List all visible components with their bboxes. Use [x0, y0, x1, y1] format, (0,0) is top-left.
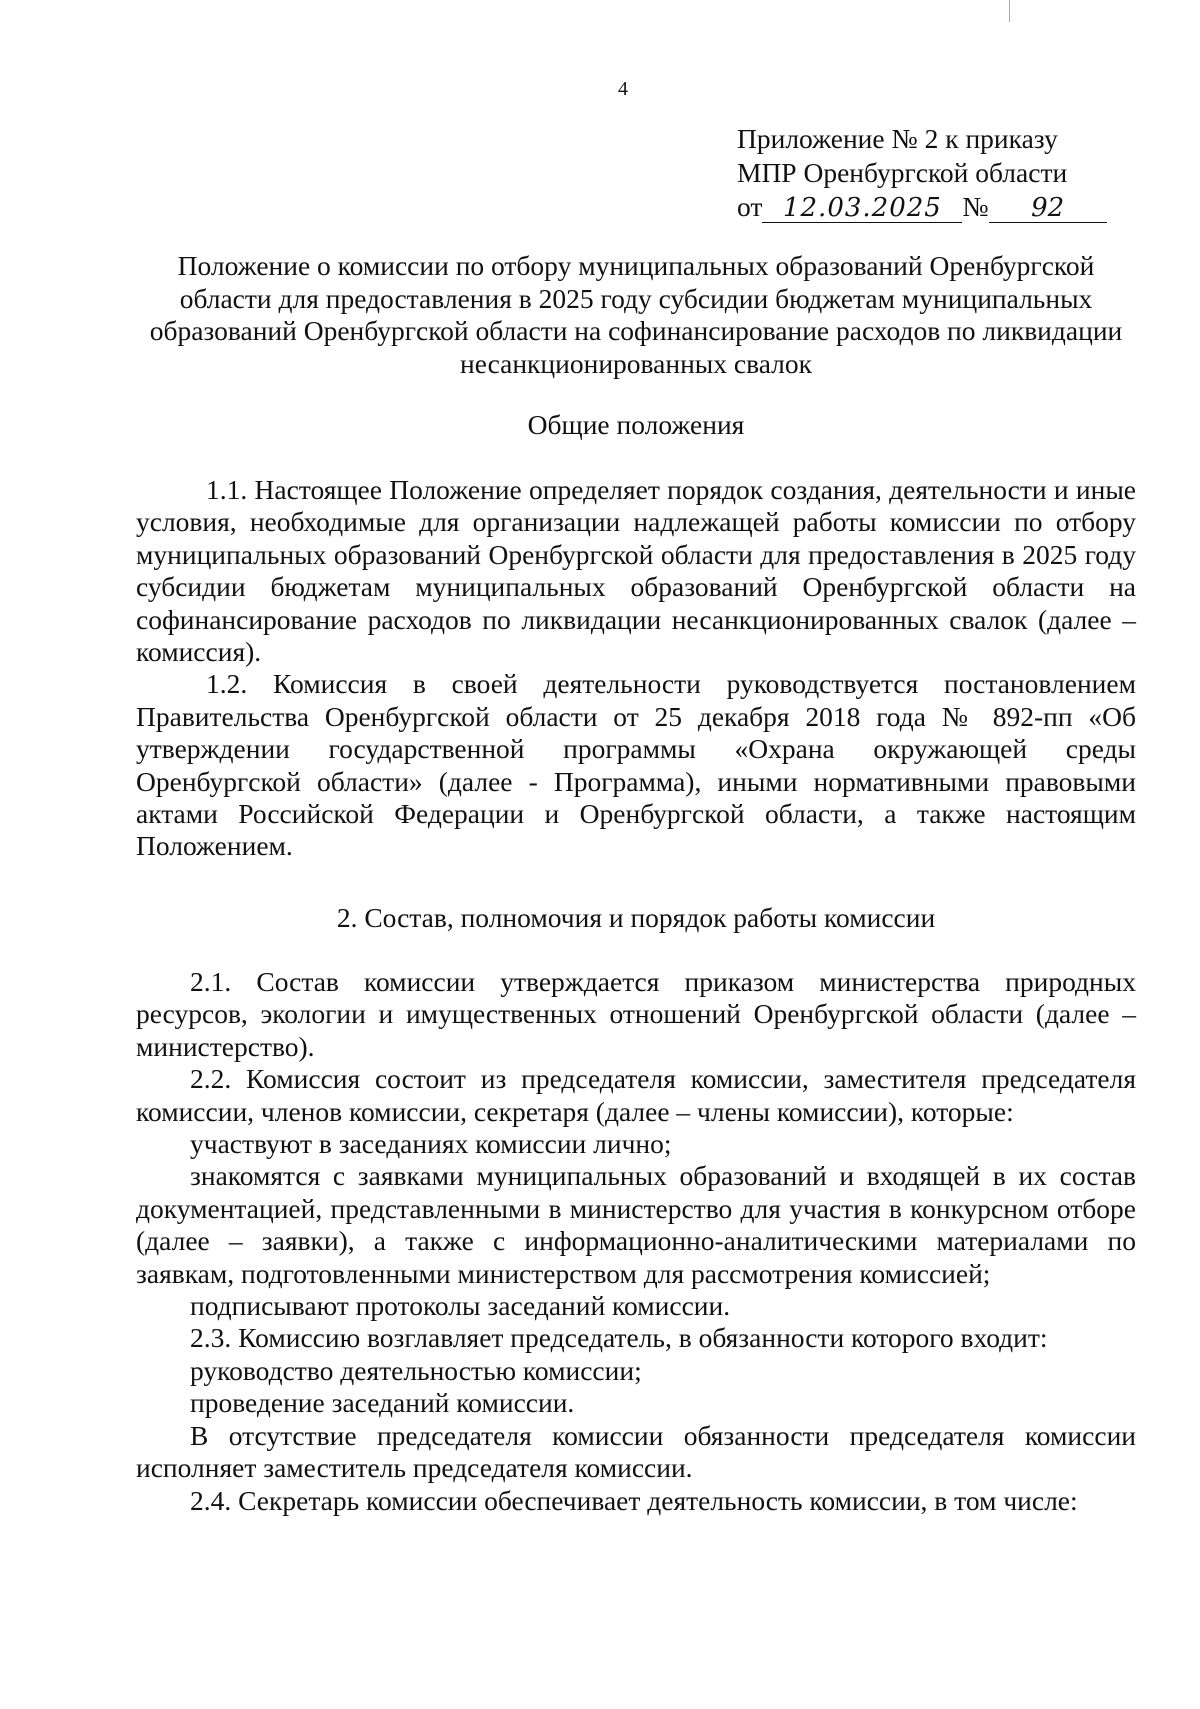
paragraph-1-2: 1.2. Комиссия в своей деятельности руководствуется постановлением Правительства Оренбургской области от 25 декабря 2018 года № 892-пп «Об утверждении государственной программы «Охрана окружающей среды Оренбургской области» (далее - Программа), иными нормативными правовыми актами Российской Федерации и Оренбургской области, а также настоящим Положением.	[136, 668, 1136, 862]
section-2-heading: 2. Состав, полномочия и порядок работы комиссии	[336, 902, 936, 933]
appendix-header	[737, 122, 1107, 224]
number-label: №	[962, 191, 989, 222]
paragraph-2-3-c: В отсутствие председателя комиссии обязанности председателя комиссии исполняет заместитель председателя комиссии.	[136, 1419, 1136, 1484]
paragraph-1-1: 1.1. Настоящее Положение определяет порядок создания, деятельности и иные условия, необходимые для организации надлежащей работы комиссии по отбору муниципальных образований Оренбургской области для предоставления в 2025 году субсидии бюджетам муниципальных образований Оренбургской области на софинансирование расходов по ликвидации несанкционированных свалок (далее – комиссия).	[136, 474, 1136, 668]
scan-edge-mark	[1009, 0, 1010, 22]
page-number: 4	[618, 78, 628, 100]
section-2-body	[136, 966, 1136, 1517]
paragraph-2-1: 2.1. Состав комиссии утверждается приказом министерства природных ресурсов, экологии и имущественных отношений Оренбургской области (далее – министерство).	[136, 966, 1136, 1062]
paragraph-2-3-b: проведение заседаний комиссии.	[190, 1387, 575, 1419]
appendix-line-2: МПР Оренбургской области	[737, 157, 1068, 188]
paragraph-2-2-b: знакомятся с заявками муниципальных образований и входящей в их состав документацией, представленными в министерство для участия в конкурсном отборе (далее – заявки), а также с информационно-аналитическими материалами по заявкам, подготовленными министерством для рассмотрения комиссией;	[136, 1160, 1136, 1289]
paragraph-2-2-a: участвуют в заседаниях комиссии лично;	[190, 1128, 672, 1160]
paragraph-2-2: 2.2. Комиссия состоит из председателя комиссии, заместителя председателя комиссии, членов комиссии, секретаря (далее – члены комиссии), которые:	[136, 1063, 1136, 1127]
section-1-body	[136, 474, 1136, 863]
section-1-heading: Общие положения	[527, 409, 745, 440]
document-title: Положение о комиссии по отбору муниципальных образований Оренбургской области для предоставления в 2025 году субсидии бюджетам муниципальных образований Оренбургской области на софинансирование расходов по ликвидации несанкционированных свалок	[149, 250, 1123, 379]
from-label: от	[737, 191, 763, 222]
paragraph-2-4: 2.4. Секретарь комиссии обеспечивает деятельность комиссии, в том числе:	[190, 1484, 1078, 1516]
appendix-line-3	[737, 190, 1107, 224]
paragraph-2-3: 2.3. Комиссию возглавляет председатель, в обязанности которого входит:	[190, 1322, 1048, 1354]
appendix-line-1: Приложение № 2 к приказу	[737, 123, 1058, 154]
handwritten-date: 12.03.2025	[762, 194, 962, 223]
paragraph-2-3-a: руководство деятельностью комиссии;	[190, 1354, 642, 1386]
paragraph-2-2-c: подписывают протоколы заседаний комиссии.	[190, 1290, 731, 1322]
handwritten-number: 92	[989, 194, 1107, 223]
